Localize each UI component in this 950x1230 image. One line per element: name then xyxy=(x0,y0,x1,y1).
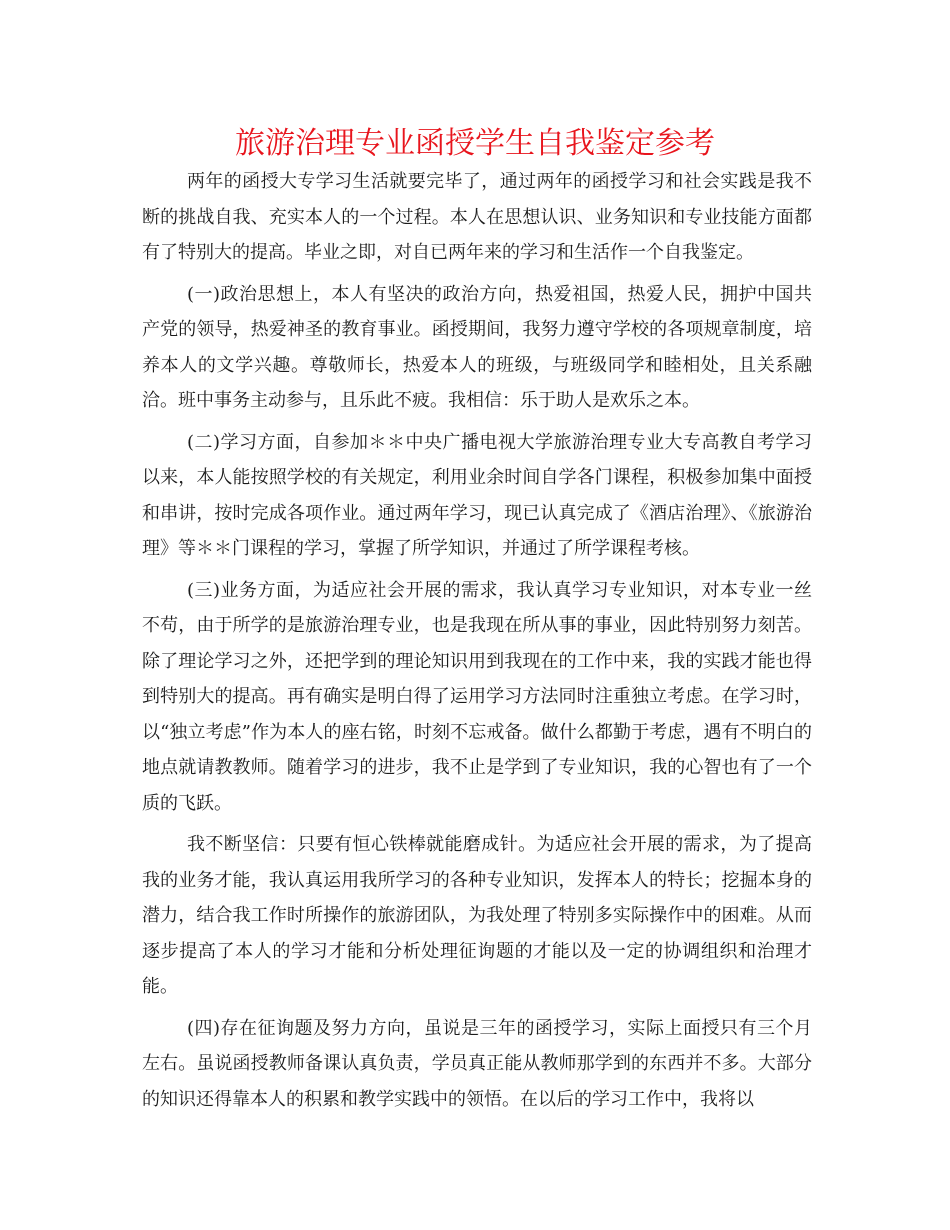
paragraph-political: (一)政治思想上，本人有坚决的政治方向，热爱祖国，热爱人民，拥护中国共产党的领导，热爱神圣的教育事业。函授期间，我努力遵守学校的各项规章制度，培养本人的文学兴趣。尊敬师长，热爱本人的班级，与班级同学和睦相处，且关系融洽。班中事务主动参与，且乐此不疲。我相信：乐于助人是欢乐之本。 xyxy=(142,283,812,411)
document-title: 旅游治理专业函授学生自我鉴定参考 xyxy=(235,126,715,161)
paragraph-intro: 两年的函授大专学习生活就要完毕了，通过两年的函授学习和社会实践是我不断的挑战自我、充实本人的一个过程。本人在思想认识、业务知识和专业技能方面都有了特别大的提高。毕业之即，对自已两年来的学习和生活作一个自我鉴定。 xyxy=(142,171,812,263)
paragraph-study: (二)学习方面，自参加＊＊中央广播电视大学旅游治理专业大专高教自考学习以来，本人能按照学校的有关规定，利用业余时间自学各门课程，积极参加集中面授和串讲，按时完成各项作业。通过两年学习，现已认真完成了《酒店治理》、《旅游治理》等＊＊门课程的学习，掌握了所学知识，并通过了所学课程考核。 xyxy=(142,431,812,559)
paragraph-business: (三)业务方面，为适应社会开展的需求，我认真学习专业知识，对本专业一丝不苟，由于所学的是旅游治理专业，也是我现在所从事的事业，因此特别努力刻苦。除了理论学习之外，还把学到的理论知识用到我现在的工作中来，我的实践才能也得到特别大的提高。再有确实是明白得了运用学习方法同时注重独立考虑。在学习时，以“独立考虑”作为本人的座右铭，时刻不忘戒备。做什么都勤于考虑，遇有不明白的地点就请教教师。随着学习的进步，我不止是学到了专业知识，我的心智也有了一个质的飞跃。 xyxy=(142,579,812,814)
paragraph-problems: (四)存在征询题及努力方向，虽说是三年的函授学习，实际上面授只有三个月左右。虽说函授教师备课认真负责，学员真正能从教师那学到的东西并不多。大部分的知识还得靠本人的积累和教学实践中的领悟。在以后的学习工作中，我将以 xyxy=(142,1017,812,1110)
document-body xyxy=(142,164,812,1117)
paragraph-belief: 我不断坚信：只要有恒心铁棒就能磨成针。为适应社会开展的需求，为了提高我的业务才能，我认真运用我所学习的各种专业知识，发挥本人的特长；挖掘本身的潜力，结合我工作时所操作的旅游团队，为我处理了特别多实际操作中的困难。从而逐步提高了本人的学习才能和分析处理征询题的才能以及一定的协调组织和治理才能。 xyxy=(142,834,812,997)
